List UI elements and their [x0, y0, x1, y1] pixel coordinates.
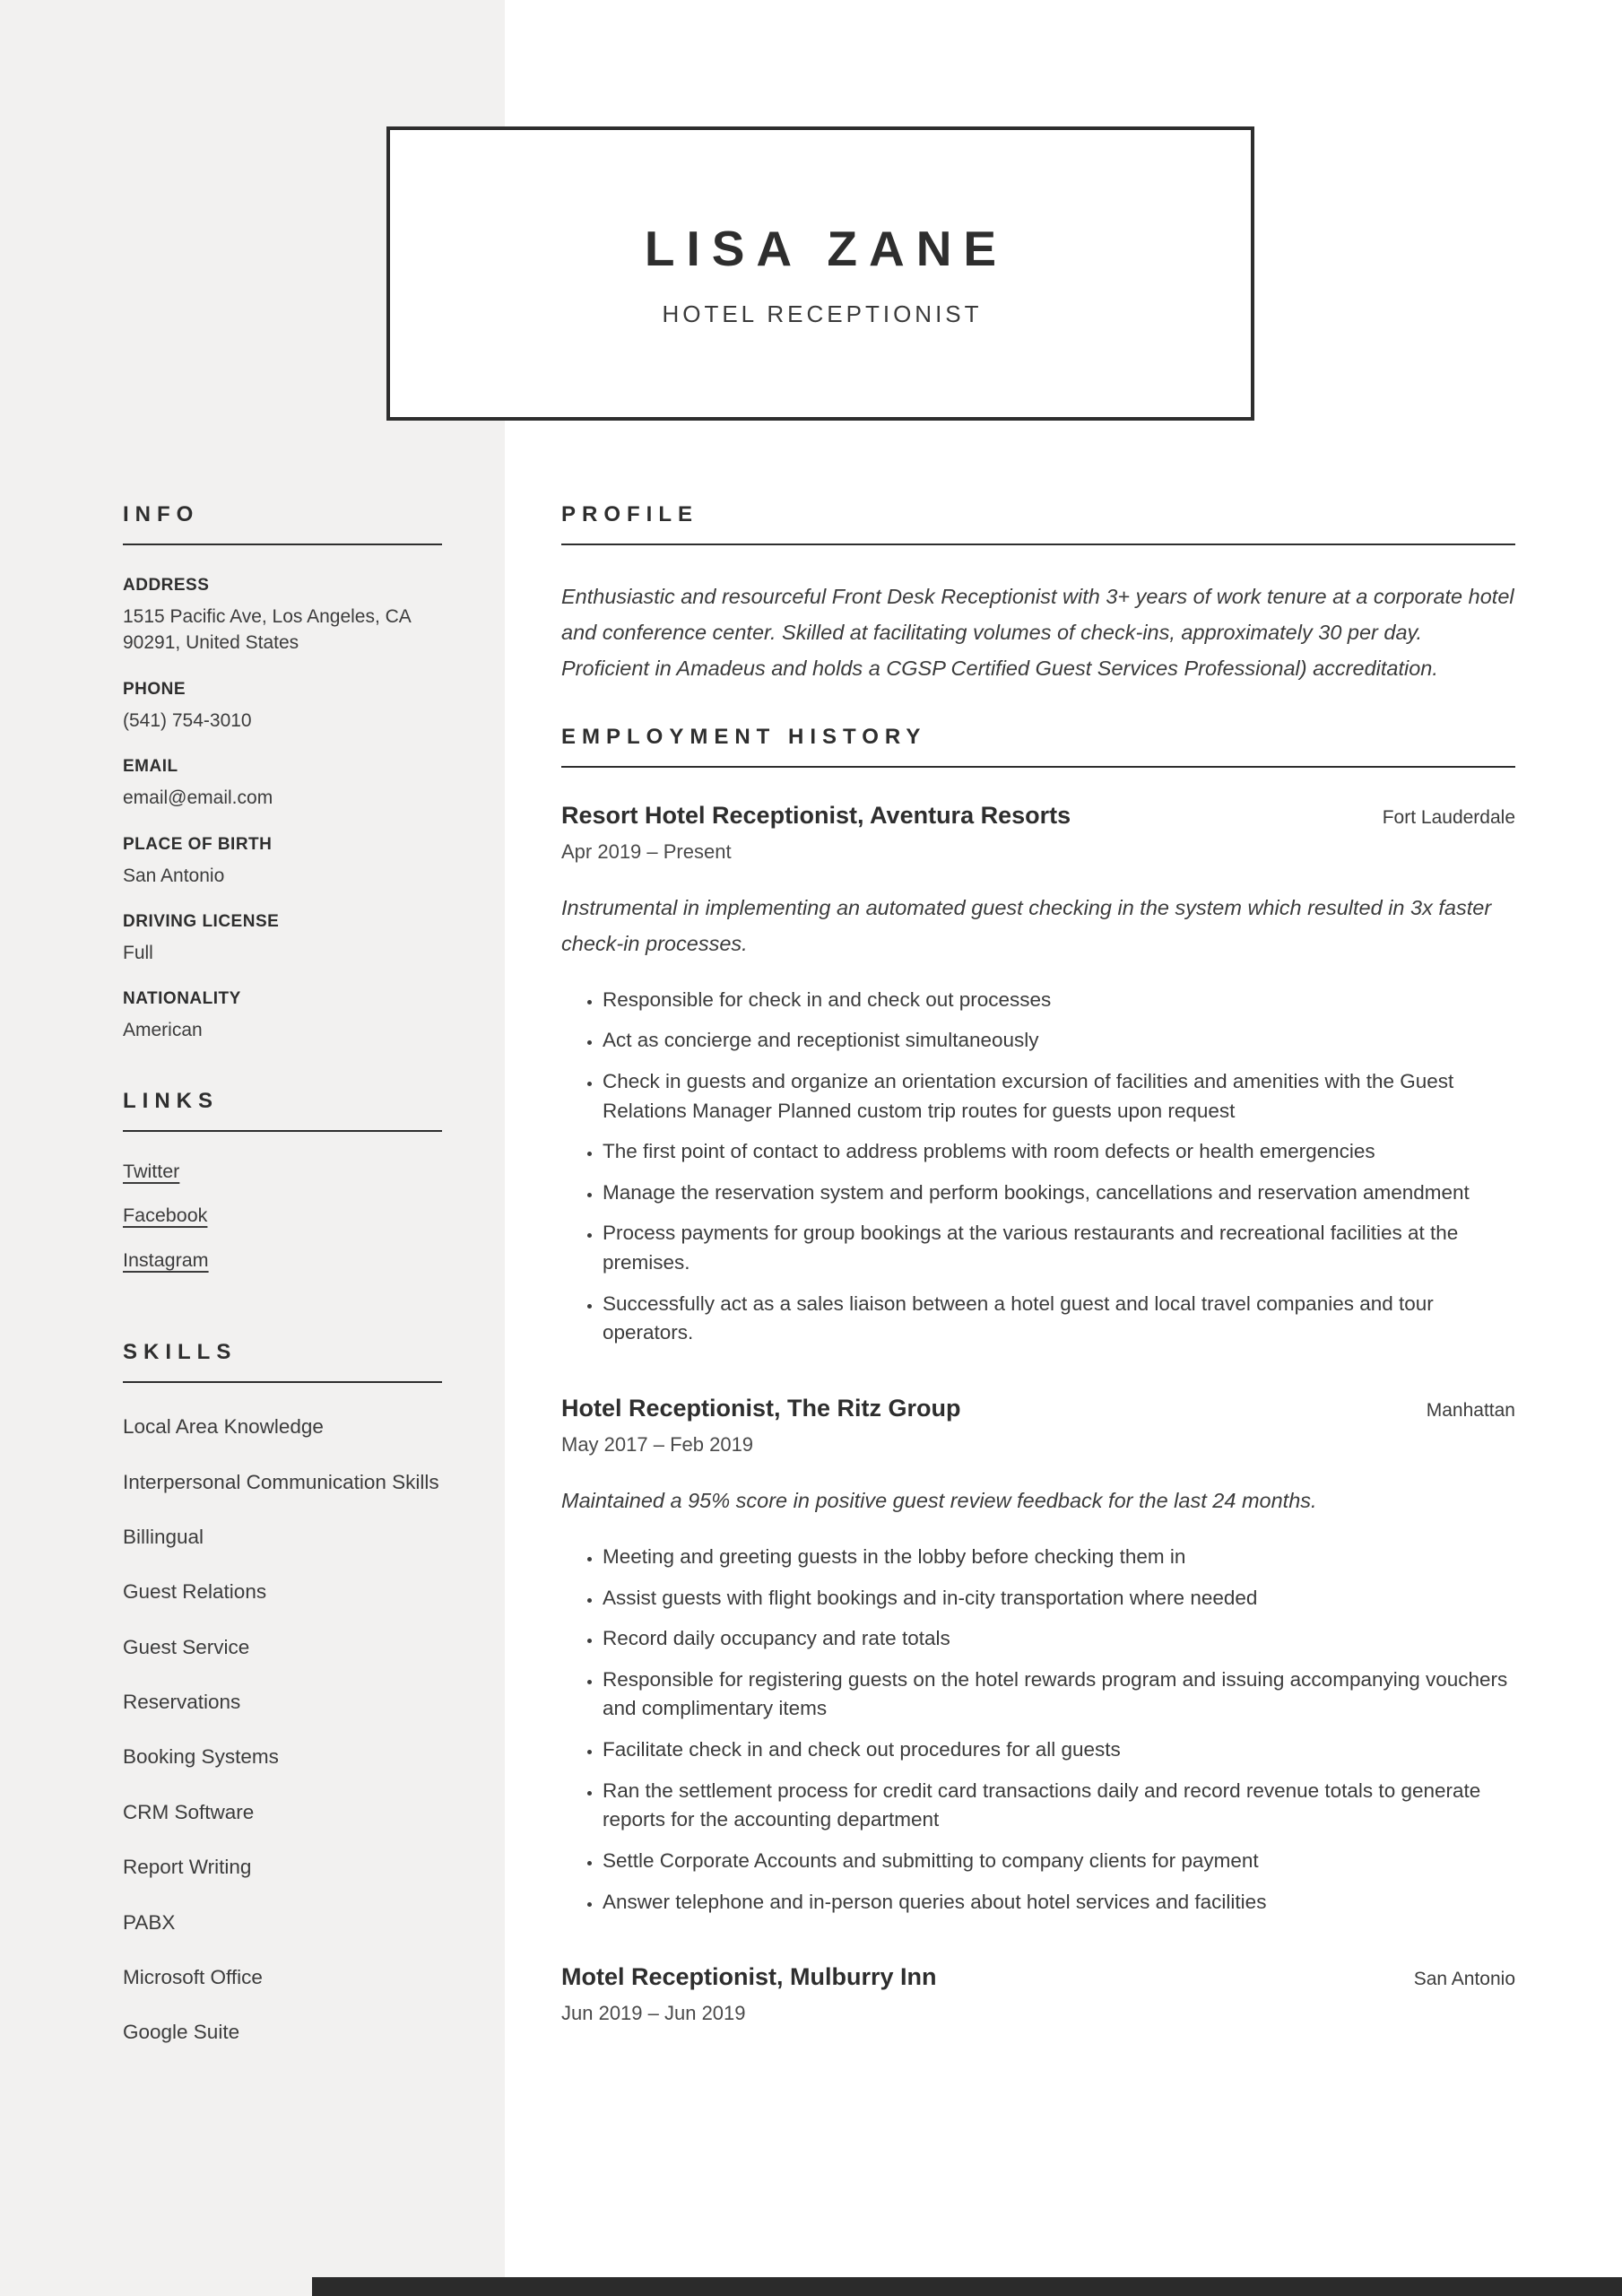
info-field-nationality [123, 989, 442, 1043]
candidate-job-title: HOTEL RECEPTIONIST [662, 300, 983, 327]
job-bullet-list [561, 1543, 1515, 1917]
skills-list [123, 1383, 442, 2047]
job-title: Motel Receptionist, Mulburry Inn [561, 1963, 937, 1991]
job-bullet: • Check in guests and organize an orientation excursion of facilities and amenities with the Guest Relations Manager Planned custom trip routes for guests upon request [603, 1067, 1515, 1126]
skill-item: PABX [123, 1910, 176, 1934]
field-value: Full [123, 942, 153, 963]
skill-item: Guest Relations [123, 1580, 267, 1604]
profile-text: Enthusiastic and resourceful Front Desk Receptionist with 3+ years of work tenure at a corporate hotel and conference center. Skilled at facilitating volumes of check-ins, approximately 30 per day. Proficient in Amadeus and holds a CGSP Certified Guest Services Professional) accreditation. [561, 585, 1514, 680]
field-label: PHONE [123, 679, 186, 699]
links-section [123, 1089, 442, 1296]
job-header [561, 1963, 1515, 1991]
skill-item: Guest Service [123, 1635, 250, 1658]
skill-item: Google Suite [123, 2021, 240, 2044]
link-row [123, 1248, 442, 1296]
job-title: Resort Hotel Receptionist, Aventura Resorts [561, 801, 1071, 829]
job-bullet: • Process payments for group bookings at the various restaurants and recreational facilities at the premises. [603, 1219, 1515, 1277]
skill-item: Interpersonal Communication Skills [123, 1470, 439, 1493]
info-field-email [123, 757, 442, 811]
job-bullet: • Settle Corporate Accounts and submitting to company clients for payment [603, 1847, 1515, 1876]
field-label: ADDRESS [123, 576, 210, 595]
job-bullet: • Manage the reservation system and perform bookings, cancellations and reservation amendment [603, 1178, 1515, 1208]
job-bullet-list [561, 986, 1515, 1348]
job-header [561, 1395, 1515, 1422]
info-field-address [123, 576, 442, 657]
job-bullet: • Facilitate check in and check out procedures for all guests [603, 1735, 1515, 1765]
skill-item: Report Writing [123, 1856, 252, 1879]
job-summary: Maintained a 95% score in positive guest review feedback for the last 24 months. [561, 1488, 1317, 1512]
skill-item: Booking Systems [123, 1745, 279, 1769]
job-bullet: • Successfully act as a sales liaison between a hotel guest and local travel companies and tour operators. [603, 1290, 1515, 1348]
info-field-phone [123, 680, 442, 734]
main-content [561, 502, 1515, 2072]
job-title: Hotel Receptionist, The Ritz Group [561, 1394, 961, 1422]
employment-heading: EMPLOYMENT HISTORY [561, 725, 1515, 768]
link-row [123, 1162, 442, 1207]
skill-item: Microsoft Office [123, 1965, 263, 1988]
job-summary: Instrumental in implementing an automated guest checking in the system which resulted in 3x faster check-in processes. [561, 895, 1492, 955]
profile-heading: PROFILE [561, 502, 1515, 545]
job-location: Manhattan [1426, 1399, 1515, 1421]
job-dates: Apr 2019 – Present [561, 839, 732, 863]
info-section [123, 502, 442, 1044]
job-entry-ritz-group [561, 1395, 1515, 1917]
job-entry-aventura-resorts [561, 802, 1515, 1348]
field-value: (541) 754-3010 [123, 709, 252, 731]
info-fields [123, 545, 442, 1044]
info-heading: INFO [123, 502, 442, 545]
job-dates: May 2017 – Feb 2019 [561, 1432, 754, 1456]
links-heading: LINKS [123, 1089, 442, 1132]
field-value: email@email.com [123, 787, 273, 809]
field-value: San Antonio [123, 865, 225, 886]
field-value: 1515 Pacific Ave, Los Angeles, CA 90291, United States [123, 606, 411, 654]
field-label: NATIONALITY [123, 989, 241, 1009]
link-row [123, 1206, 442, 1251]
info-field-place-of-birth [123, 835, 442, 889]
job-header [561, 802, 1515, 830]
profile-section [561, 502, 1515, 687]
job-bullet: • Ran the settlement process for credit card transactions daily and record revenue totals to generate reports for the accounting department [603, 1777, 1515, 1835]
job-bullet: • The first point of contact to address problems with room defects or health emergencies [603, 1137, 1515, 1167]
job-location: San Antonio [1413, 1969, 1515, 1990]
info-field-driving-license [123, 912, 442, 966]
job-bullet: • Act as concierge and receptionist simultaneously [603, 1026, 1515, 1056]
profile-body [561, 545, 1515, 687]
job-location: Fort Lauderdale [1382, 806, 1515, 828]
job-bullet: • Record daily occupancy and rate totals [603, 1624, 1515, 1654]
job-bullet: • Responsible for registering guests on the hotel rewards program and issuing accompanying vouchers and complimentary items [603, 1665, 1515, 1724]
skill-item: CRM Software [123, 1800, 255, 1823]
sidebar [123, 502, 442, 2092]
page-footer-bar [312, 2277, 1622, 2296]
job-bullet: • Responsible for check in and check out processes [603, 986, 1515, 1015]
instagram-link[interactable]: Instagram [123, 1248, 209, 1271]
twitter-link[interactable]: Twitter [123, 1160, 180, 1182]
skill-item: Local Area Knowledge [123, 1415, 324, 1439]
facebook-link[interactable]: Facebook [123, 1205, 208, 1227]
skills-heading: SKILLS [123, 1340, 442, 1383]
job-bullet: • Meeting and greeting guests in the lobby before checking them in [603, 1543, 1515, 1572]
employment-section [561, 725, 1515, 2025]
field-label: DRIVING LICENSE [123, 911, 280, 931]
job-bullet: • Assist guests with flight bookings and in-city transportation where needed [603, 1584, 1515, 1613]
job-dates: Jun 2019 – Jun 2019 [561, 2002, 746, 2025]
field-label: EMAIL [123, 757, 178, 777]
skills-section [123, 1340, 442, 2047]
links-list [123, 1132, 442, 1296]
field-label: PLACE OF BIRTH [123, 834, 273, 854]
skill-item: Billingual [123, 1525, 204, 1548]
job-bullet: • Answer telephone and in-person queries about hotel services and facilities [603, 1888, 1515, 1918]
job-entry-mulburry-inn [561, 1963, 1515, 2025]
skill-item: Reservations [123, 1691, 241, 1714]
employment-body [561, 768, 1515, 2025]
header-box [386, 126, 1254, 421]
candidate-name: LISA ZANE [644, 220, 1009, 276]
field-value: American [123, 1020, 203, 1041]
